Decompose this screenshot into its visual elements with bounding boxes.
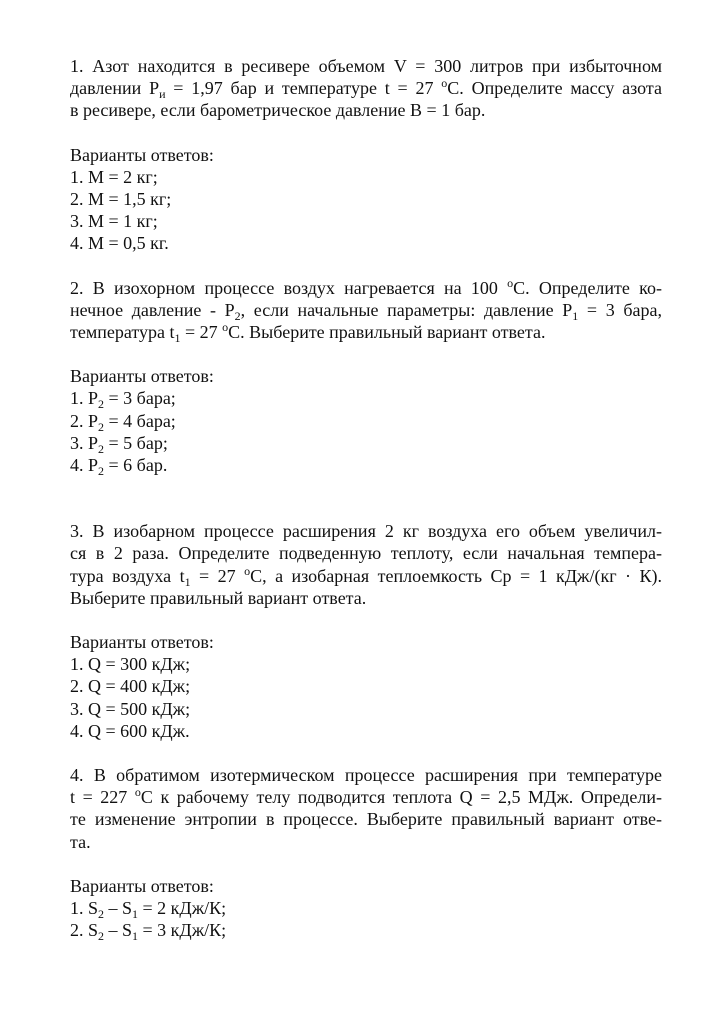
question-3-line-4: Выберите правильный вариант ответа. [70,587,367,608]
option-item: 1. М = 2 кг; [70,166,158,187]
question-1-line-2: давлении $P_и = 1,97$ бар и температуре t = 27 $^o$С. Определите массу азота [70,76,663,102]
options-title: Варианты ответов: [70,875,214,896]
option-item: 2. $S_2 - S_1 = 3$ кДж/К; [70,920,227,944]
question-2-line-1: 2. В изохорном процессе воздух нагревается на 100 $^o$С. Определите ко- [70,275,662,298]
options-title: Варианты ответов: [70,632,214,653]
option-item: 1. Q = 300 кДж; [70,654,191,675]
question-1 [70,55,662,255]
option-item: 1. $S_2 - S_1 = 2$ кДж/К; [70,898,227,922]
option-item: 2. $P_2 = 4$ бара; [70,410,176,434]
question-4-line-3: те изменение энтропии в процессе. Выберите правильный вариант отве- [70,809,662,830]
option-item: 1. $P_2 = 3$ бара; [70,388,176,412]
question-3 [70,520,662,742]
question-2 [70,277,662,477]
question-2-line-2: нечное давление - $P_2$, если начальные параметры: давление $P_1 = 3$ бара, [70,299,662,323]
question-1-options [70,144,662,255]
option-item: 4. М = 0,5 кг. [70,233,169,254]
question-4-options [70,875,662,942]
question-1-line-1: 1. Азот находится в ресивере объемом V = 300 литров при избыточном [70,56,662,76]
question-3-line-2: ся в 2 раза. Определите подведенную теплоту, если начальная темпера- [70,543,662,564]
option-item: 3. М = 1 кг; [70,211,158,232]
option-item: 3. Q = 500 кДж; [70,698,191,719]
question-4-line-4: та. [70,831,91,852]
option-item: 4. $P_2 = 6$ бар. [70,455,168,479]
question-3-line-1: 3. В изобарном процессе расширения 2 кг воздуха его объем увеличил- [70,521,662,542]
question-4-line-1: 4. В обратимом изотермическом процессе расширения при температуре [70,765,662,786]
options-title: Варианты ответов: [70,144,214,165]
option-item: 2. Q = 400 кДж; [70,676,191,697]
option-item: 3. $P_2 = 5$ бар; [70,432,168,456]
question-1-line-3: в ресивере, если барометрическое давление В = 1 бар. [70,100,486,121]
options-title: Варианты ответов: [70,366,214,387]
question-4-line-2: t = 227 $^o$С к рабочему телу подводится теплота Q = 2,5 МДж. Определи- [70,785,662,808]
option-item: 2. М = 1,5 кг; [70,189,172,210]
question-2-line-3: температура $t_1 = 27$ $^o$С. Выберите правильный вариант ответа. [70,320,546,346]
question-3-line-3: тура воздуха $t_1 = 27$ $^o$С, а изобарная теплоемкость Ср = 1 кДж/(кг · К). [70,563,662,589]
option-item: 4. Q = 600 кДж. [70,720,190,741]
question-3-options [70,631,662,742]
question-2-options [70,365,662,479]
question-4 [70,764,662,944]
